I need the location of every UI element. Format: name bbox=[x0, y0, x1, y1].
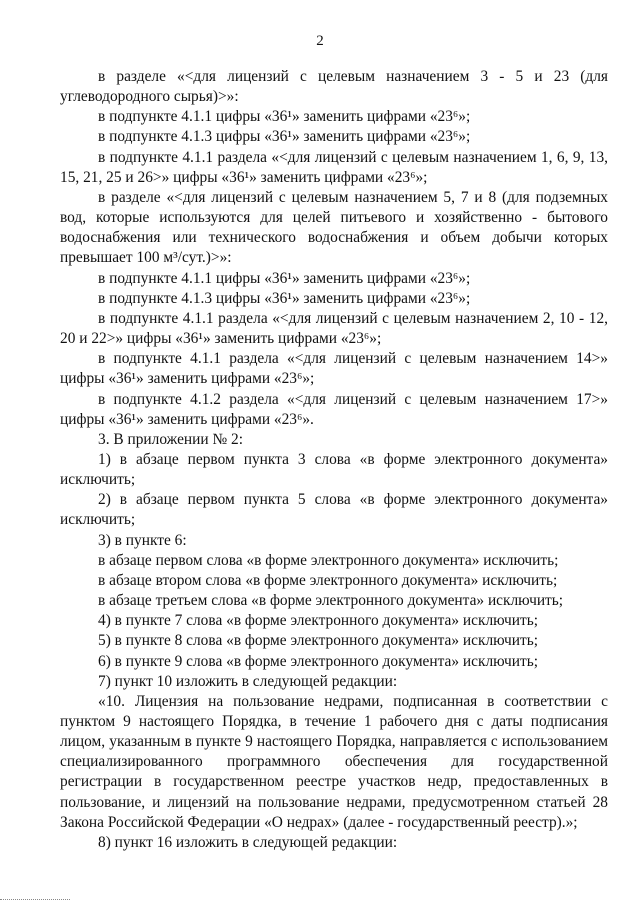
paragraph: в подпункте 4.1.3 цифры «36¹» заменить цифрами «23⁶»; bbox=[98, 289, 471, 307]
paragraph: в подпункте 4.1.1 раздела «<для лицензий с целевым назначением 14>» цифры «36¹» заменить цифрами «23⁶»; bbox=[60, 350, 608, 388]
paragraph: 7) пункт 10 изложить в следующей редакции: bbox=[98, 672, 398, 690]
paragraph: 8) пункт 16 изложить в следующей редакции: bbox=[98, 833, 398, 851]
document-body bbox=[60, 67, 608, 853]
paragraph: 4) в пункте 7 слова «в форме электронного документа» исключить; bbox=[98, 612, 539, 630]
paragraph: «10. Лицензия на пользование недрами, подписанная в соответствии с пунктом 9 настоящего Порядка, в течение 1 рабочего дня с даты подписания лицом, указанным в пункте 9 настоящего Порядка, направляется с использованием специализированного программного обеспечения для государственной регистрации в государственном реестре участков недр, предоставленных в пользование, и лицензий на пользование недрами, предусмотренном статьей 28 Закона Российской Федерации «О недрах» (далее - государственный реестр).»; bbox=[60, 692, 608, 831]
paragraph: в абзаце третьем слова «в форме электронного документа» исключить; bbox=[98, 592, 564, 610]
paragraph: в подпункте 4.1.1 цифры «36¹» заменить цифрами «23⁶»; bbox=[98, 269, 471, 287]
paragraph: 5) в пункте 8 слова «в форме электронного документа» исключить; bbox=[98, 632, 539, 650]
paragraph: 3) в пункте 6: bbox=[98, 531, 187, 549]
scan-edge-mark bbox=[0, 899, 70, 904]
paragraph: в подпункте 4.1.3 цифры «36¹» заменить цифрами «23⁶»; bbox=[98, 128, 471, 146]
paragraph: в подпункте 4.1.1 раздела «<для лицензий с целевым назначением 1, 6, 9, 13, 15, 21, 25 и 26>» цифры «36¹» заменить цифрами «23⁶»; bbox=[60, 148, 608, 186]
paragraph: 6) в пункте 9 слова «в форме электронного документа» исключить; bbox=[98, 652, 539, 670]
paragraph: в разделе «<для лицензий с целевым назначением 3 - 5 и 23 (для углеводородного сырья)>»: bbox=[60, 68, 608, 106]
paragraph: 3. В приложении № 2: bbox=[98, 430, 243, 448]
paragraph: в абзаце втором слова «в форме электронного документа» исключить; bbox=[98, 571, 558, 589]
paragraph: в подпункте 4.1.1 раздела «<для лицензий с целевым назначением 2, 10 - 12, 20 и 22>» цифры «36¹» заменить цифрами «23⁶»; bbox=[60, 309, 608, 348]
paragraph: 1) в абзаце первом пункта 3 слова «в форме электронного документа» исключить; bbox=[60, 450, 608, 489]
page-number: 2 bbox=[316, 33, 324, 49]
paragraph: в разделе «<для лицензий с целевым назначением 5, 7 и 8 (для подземных вод, которые используются для целей питьевого и хозяйственно - бытового водоснабжения или технического водоснабжения и объем добычи которых превышает 100 м³/сут.)>»: bbox=[60, 188, 608, 267]
paragraph: в абзаце первом слова «в форме электронного документа» исключить; bbox=[98, 551, 559, 569]
paragraph: в подпункте 4.1.2 раздела «<для лицензий с целевым назначением 17>» цифры «36¹» заменить цифрами «23⁶». bbox=[60, 390, 608, 428]
paragraph: 2) в абзаце первом пункта 5 слова «в форме электронного документа» исключить; bbox=[60, 491, 608, 529]
paragraph: в подпункте 4.1.1 цифры «36¹» заменить цифрами «23⁶»; bbox=[98, 108, 471, 126]
